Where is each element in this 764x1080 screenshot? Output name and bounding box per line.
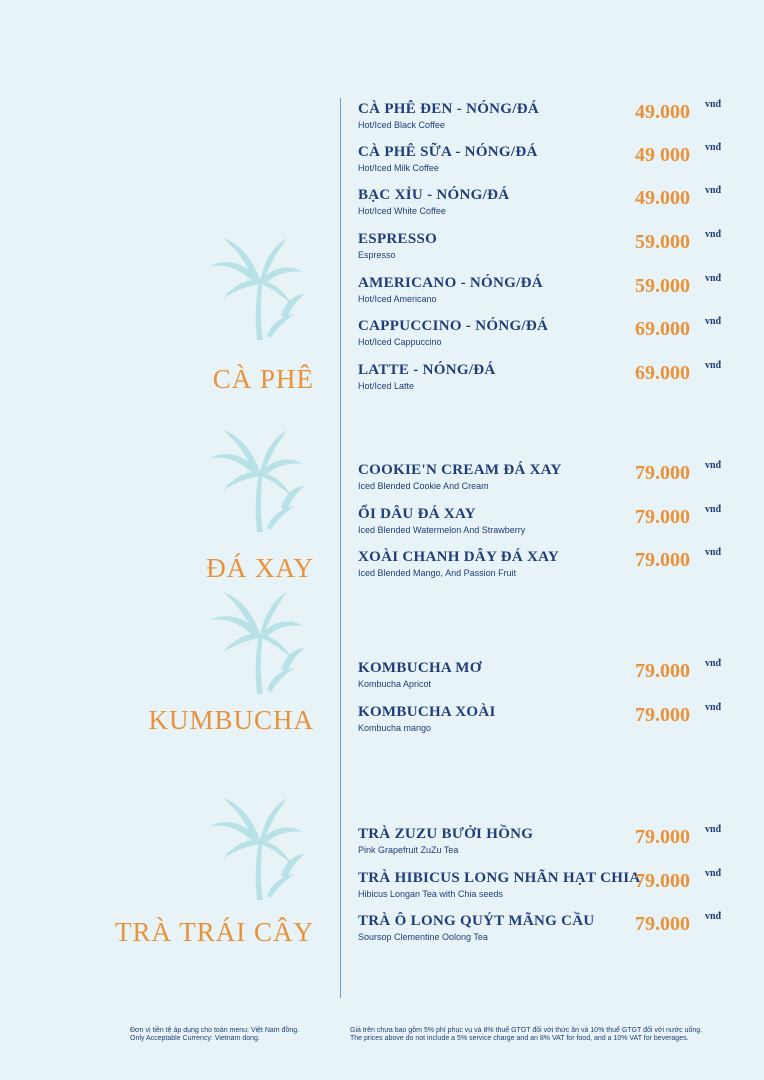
- section-title-tra-trai-cay: TRÀ TRÁI CÂY: [114, 917, 314, 947]
- palm-tree-icon: [205, 792, 305, 902]
- currency-note: [130, 1027, 330, 1043]
- item-name: AMERICANO - NÓNG/ĐÁ: [358, 275, 543, 291]
- item-description: Iced Blended Mango, And Passion Fruit: [358, 568, 517, 578]
- menu-item: [358, 318, 728, 358]
- price-unit: vnđ: [705, 316, 722, 327]
- price-unit: vnđ: [705, 702, 722, 713]
- menu-item: [358, 462, 728, 502]
- menu-item: [358, 187, 728, 227]
- menu-item: [358, 362, 728, 402]
- price-unit: vnđ: [705, 142, 722, 153]
- menu-item: [358, 704, 728, 744]
- item-name: LATTE - NÓNG/ĐÁ: [358, 362, 496, 378]
- item-price: 69.000: [635, 318, 690, 340]
- price-unit: vnđ: [705, 185, 722, 196]
- item-description: Hot/Iced Latte: [358, 381, 415, 391]
- price-unit: vnđ: [705, 99, 722, 110]
- price-unit: vnđ: [705, 504, 722, 515]
- menu-item: [358, 549, 728, 589]
- item-price: 79.000: [635, 549, 690, 571]
- item-name: CAPPUCCINO - NÓNG/ĐÁ: [358, 318, 549, 334]
- price-unit: vnđ: [705, 824, 722, 835]
- item-description: Kombucha Apricot: [358, 679, 432, 689]
- item-description: Iced Blended Watermelon And Strawberry: [358, 525, 526, 535]
- palm-tree-icon: [205, 424, 305, 534]
- item-description: Espresso: [358, 250, 396, 260]
- price-unit: vnđ: [705, 658, 722, 669]
- item-description: Hot/Iced Americano: [358, 294, 437, 304]
- item-name: ỔI DÂU ĐÁ XAY: [358, 506, 476, 522]
- item-name: ESPRESSO: [358, 231, 438, 247]
- item-price: 69.000: [635, 362, 690, 384]
- menu-item: [358, 144, 728, 184]
- menu-item: [358, 506, 728, 546]
- menu-item: [358, 660, 728, 700]
- item-price: 79.000: [635, 913, 690, 935]
- menu-item: [358, 231, 728, 271]
- menu-item: [358, 101, 728, 141]
- currency-note-en: Only Acceptable Currency: Vietnam dong.: [130, 1035, 260, 1042]
- menu-item: [358, 826, 728, 866]
- menu-item: [358, 870, 728, 910]
- item-name: BẠC XỈU - NÓNG/ĐÁ: [358, 187, 510, 203]
- currency-note-vi: Đơn vị tiền tệ áp dụng cho toàn menu: Việt Nam đồng.: [130, 1027, 300, 1034]
- item-description: Soursop Clementine Oolong Tea: [358, 932, 488, 942]
- section-title-da-xay: ĐÁ XAY: [206, 553, 314, 583]
- price-unit: vnđ: [705, 229, 722, 240]
- section-title-ca-phe: CÀ PHÊ: [212, 364, 314, 394]
- item-price: 79.000: [635, 506, 690, 528]
- item-name: TRÀ HIBICUS LONG NHÃN HẠT CHIA: [358, 870, 641, 886]
- item-description: Iced Blended Cookie And Cream: [358, 481, 489, 491]
- item-price: 59.000: [635, 275, 690, 297]
- palm-tree-icon: [205, 586, 305, 696]
- item-description: Hibicus Longan Tea with Chia seeds: [358, 889, 503, 899]
- item-name: CÀ PHÊ SỮA - NÓNG/ĐÁ: [358, 144, 538, 160]
- item-price: 49 000: [635, 144, 690, 166]
- palm-tree-icon: [205, 232, 305, 342]
- section-title-kumbucha: KUMBUCHA: [148, 705, 314, 735]
- item-price: 49.000: [635, 101, 690, 123]
- menu-item: [358, 275, 728, 315]
- item-price: 59.000: [635, 231, 690, 253]
- price-unit: vnđ: [705, 273, 722, 284]
- item-price: 79.000: [635, 660, 690, 682]
- vertical-divider: [340, 98, 341, 998]
- item-name: COOKIE'N CREAM ĐÁ XAY: [358, 462, 562, 478]
- item-name: TRÀ ZUZU BƯỞI HỒNG: [358, 826, 534, 842]
- tax-note: [350, 1027, 750, 1043]
- item-name: XOÀI CHANH DÂY ĐÁ XAY: [358, 549, 560, 565]
- item-name: KOMBUCHA XOÀI: [358, 704, 496, 720]
- price-unit: vnđ: [705, 911, 722, 922]
- price-unit: vnđ: [705, 547, 722, 558]
- price-unit: vnđ: [705, 868, 722, 879]
- tax-note-en: The prices above do not include a 5% service charge and an 8% VAT for food, and a 10% VAT for beverages.: [350, 1035, 689, 1042]
- item-description: Hot/Iced Cappuccino: [358, 337, 442, 347]
- item-description: Hot/Iced White Coffee: [358, 206, 446, 216]
- menu-item: [358, 913, 728, 953]
- item-description: Pink Grapefruit ZuZu Tea: [358, 845, 459, 855]
- item-price: 79.000: [635, 870, 690, 892]
- price-unit: vnđ: [705, 360, 722, 371]
- item-name: CÀ PHÊ ĐEN - NÓNG/ĐÁ: [358, 101, 539, 117]
- item-price: 79.000: [635, 704, 690, 726]
- item-description: Kombucha mango: [358, 723, 432, 733]
- item-description: Hot/Iced Milk Coffee: [358, 163, 439, 173]
- item-name: KOMBUCHA MƠ: [358, 660, 482, 676]
- item-price: 79.000: [635, 826, 690, 848]
- item-description: Hot/Iced Black Coffee: [358, 120, 445, 130]
- item-price: 49.000: [635, 187, 690, 209]
- item-price: 79.000: [635, 462, 690, 484]
- item-name: TRÀ Ô LONG QUÝT MÃNG CẦU: [358, 913, 595, 929]
- price-unit: vnđ: [705, 460, 722, 471]
- tax-note-vi: Giá trên chưa bao gồm 5% phí phục vụ và 8% thuế GTGT đối với thức ăn và 10% thuế GTGT đối với nước uống.: [350, 1027, 703, 1034]
